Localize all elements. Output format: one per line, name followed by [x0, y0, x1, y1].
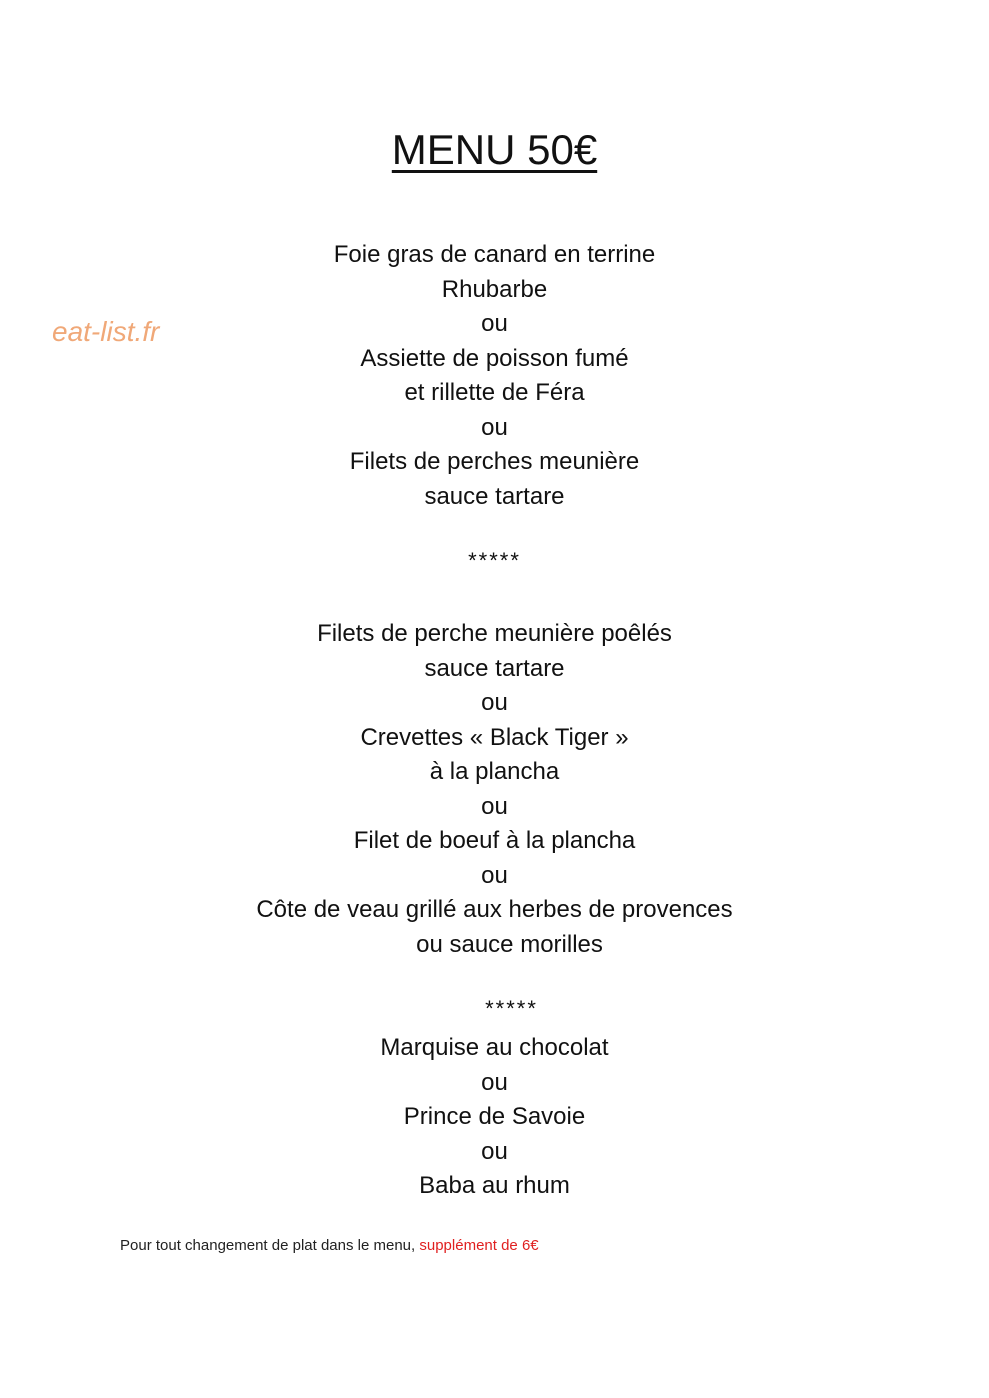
plats-section — [0, 617, 989, 962]
dessert-line: Prince de Savoie — [403, 1103, 586, 1130]
entree-line: Filets de perches meunière — [349, 448, 640, 475]
entree-line: Rhubarbe — [441, 275, 548, 303]
dessert-line: ou — [481, 1068, 508, 1096]
dessert-line: ou — [481, 1137, 508, 1165]
plat-line: Filet de boeuf à la plancha — [353, 827, 636, 854]
entree-line: et rillette de Féra — [404, 379, 585, 406]
plat-line: ou — [481, 861, 508, 889]
separator-2: ***** — [485, 996, 538, 1021]
plat-line: Crevettes « Black Tiger » — [360, 723, 629, 751]
desserts-section — [0, 1031, 989, 1204]
entree-line: Foie gras de canard en terrine — [333, 241, 656, 268]
entree-line: ou — [481, 413, 508, 441]
entree-line: ou — [481, 310, 508, 337]
plat-line: Filets de perche meunière poêlés — [317, 620, 672, 647]
plat-line: Côte de veau grillé aux herbes de provences — [256, 896, 733, 923]
entrees-section — [0, 238, 989, 514]
dessert-line: Marquise au chocolat — [380, 1034, 609, 1061]
footer-note — [120, 1237, 539, 1254]
footer-text: Pour tout changement de plat dans le menu, — [120, 1237, 420, 1254]
entree-line: sauce tartare — [424, 482, 565, 510]
plat-line: sauce tartare — [424, 654, 565, 682]
dessert-line: Baba au rhum — [419, 1172, 570, 1199]
entree-line: Assiette de poisson fumé — [360, 344, 629, 372]
menu-title-text: MENU 50€ — [391, 126, 598, 173]
plat-line: à la plancha — [429, 758, 560, 785]
supplement-text: supplément de 6€ — [419, 1237, 539, 1254]
plat-line: ou — [481, 792, 508, 820]
plat-line: ou — [481, 689, 508, 716]
menu-title — [0, 124, 989, 176]
plat-line: ou sauce morilles — [416, 930, 603, 958]
watermark: eat-list.fr — [52, 316, 160, 347]
separator-1: ***** — [468, 548, 521, 573]
